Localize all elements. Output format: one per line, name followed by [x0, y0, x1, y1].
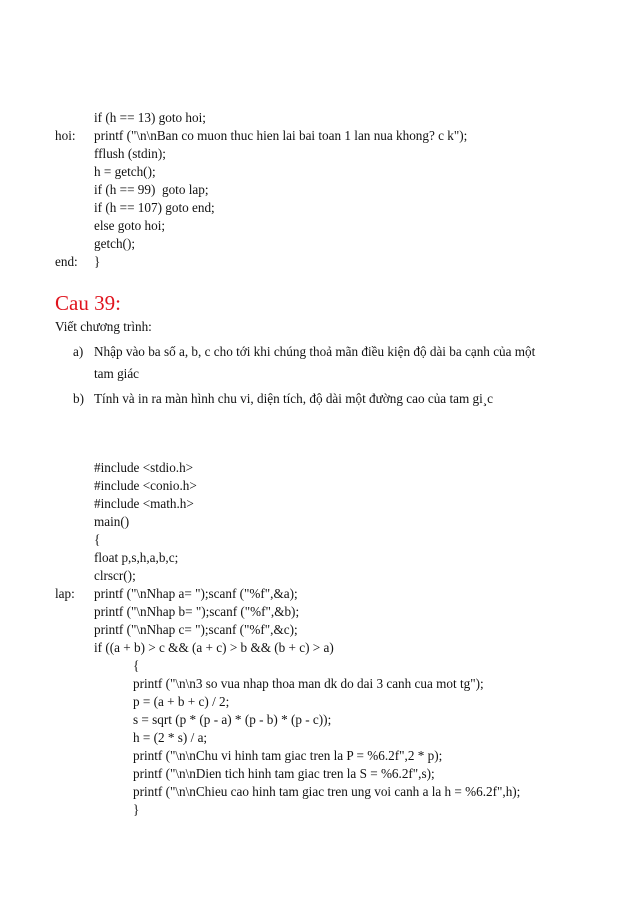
list-item-text: tam giác — [94, 366, 140, 381]
code-line: { — [94, 532, 101, 547]
code-line: { — [133, 658, 140, 673]
code-line: else goto hoi; — [94, 218, 166, 233]
code-line: getch(); — [94, 236, 136, 251]
label-end: end: — [55, 254, 78, 269]
code-line: if ((a + b) > c && (a + c) > b && (b + c) > a) — [94, 640, 334, 655]
code-line: printf ("\n\nChu vi hinh tam giac tren la P = %6.2f",2 * p); — [133, 748, 443, 763]
code-line: #include <conio.h> — [94, 478, 197, 493]
list-item-number: a) — [73, 344, 84, 359]
code-line: printf ("\nNhap c= ");scanf ("%f",&c); — [94, 622, 298, 637]
code-line: } — [133, 802, 140, 817]
code-line: printf ("\n\n3 so vua nhap thoa man dk do dai 3 canh cua mot tg"); — [133, 676, 484, 691]
code-line: clrscr(); — [94, 568, 136, 583]
code-line: h = getch(); — [94, 164, 156, 179]
label-hoi: hoi: — [55, 128, 76, 143]
code-line: printf ("\n\nChieu cao hinh tam giac tren ung voi canh a la h = %6.2f",h); — [133, 784, 521, 799]
code-line: main() — [94, 514, 130, 529]
code-line: h = (2 * s) / a; — [133, 730, 208, 745]
code-line: printf ("\n\nBan co muon thuc hien lai bai toan 1 lan nua khong? c k"); — [94, 128, 468, 143]
code-line: s = sqrt (p * (p - a) * (p - b) * (p - c)); — [133, 712, 332, 727]
list-item-text: Nhập vào ba số a, b, c cho tới khi chúng thoả mãn điều kiện độ dài ba cạnh của một — [94, 344, 536, 359]
list-item-number: b) — [73, 391, 84, 406]
code-line: printf ("\nNhap b= ");scanf ("%f",&b); — [94, 604, 300, 619]
code-line: if (h == 107) goto end; — [94, 200, 215, 215]
section-heading: Cau 39: — [55, 291, 121, 315]
code-line: p = (a + b + c) / 2; — [133, 694, 230, 709]
code-line: float p,s,h,a,b,c; — [94, 550, 179, 565]
code-line: } — [94, 254, 101, 269]
code-line: fflush (stdin); — [94, 146, 166, 161]
label-lap: lap: — [55, 586, 75, 601]
code-line: if (h == 13) goto hoi; — [94, 110, 206, 125]
code-line: #include <stdio.h> — [94, 460, 194, 475]
code-line: if (h == 99) goto lap; — [94, 182, 209, 197]
code-line: #include <math.h> — [94, 496, 194, 511]
list-item-text: Tính và in ra màn hình chu vi, diện tích, độ dài một đường cao của tam gi¸c — [94, 391, 494, 406]
intro-text: Viết chương trình: — [55, 319, 152, 334]
code-line: printf ("\nNhap a= ");scanf ("%f",&a); — [94, 586, 298, 601]
code-line: printf ("\n\nDien tich hinh tam giac tren la S = %6.2f",s); — [133, 766, 435, 781]
